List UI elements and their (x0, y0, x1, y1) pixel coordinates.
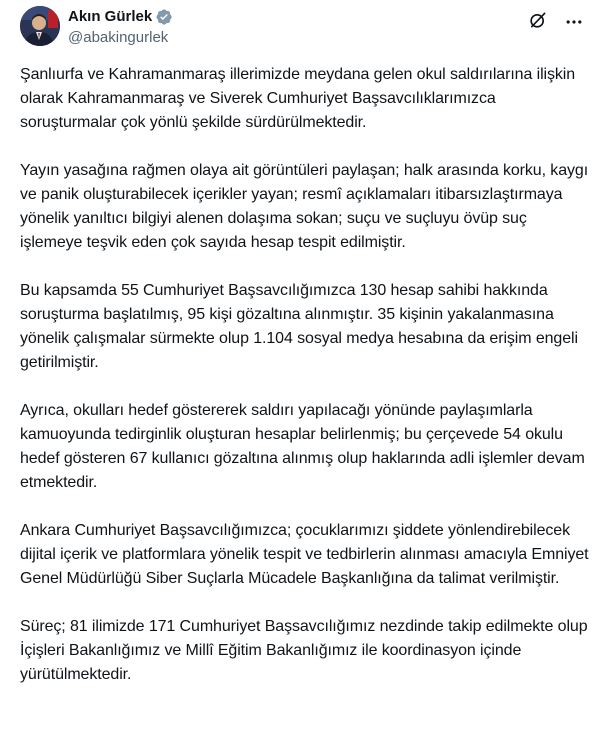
tweet-paragraph-4: Ayrıca, okulları hedef göstererek saldırı yapılacağı yönünde paylaşımlarla kamuoyunda tedirginlik oluşturan hesaplar belirlenmiş; bu çerçevede 54 okulu hedef gösteren 67 kullanıcı gözaltına alınmış olup haklarında adli işlemler devam etmektedir. (20, 402, 585, 491)
tweet-paragraph-1: Şanlıurfa ve Kahramanmaraş illerimizde meydana gelen okul saldırılarına ilişkin olarak Kahramanmaraş ve Siverek Cumhuriyet Başsavcılıklarımızca soruşturmalar çok yönlü şekilde sürdürülmektedir. (20, 66, 576, 131)
display-name-row (68, 7, 173, 27)
verified-badge-icon (155, 8, 173, 26)
display-name[interactable]: Akın Gürlek (68, 8, 153, 25)
avatar[interactable] (20, 6, 60, 46)
more-options-icon[interactable] (564, 12, 584, 32)
tweet-paragraph-3: Bu kapsamda 55 Cumhuriyet Başsavcılığımızca 130 hesap sahibi hakkında soruşturma başlatılmış, 95 kişi gözaltına alınmıştır. 35 kişinin yakalanmasına yönelik çalışmalar sürmekte olup 1.104 sosyal medya hesabına da erişim engeli getirilmiştir. (20, 282, 578, 371)
grok-icon[interactable] (528, 10, 548, 30)
avatar-photo-icon (20, 6, 60, 46)
tweet-paragraph-2: Yayın yasağına rağmen olaya ait görüntüleri paylaşan; halk arasında korku, kaygı ve panik oluşturabilecek içerikler yayan; resmî açıklamaları itibarsızlaştırmaya yönelik yanıltıcı bilgiyi alenen dolaşıma sokan; suçu ve suçluyu övüp suç işlemeye teşvik eden çok sayıda hesap tespit edilmiştir. (20, 162, 589, 251)
tweet-paragraph-5: Ankara Cumhuriyet Başsavcılığımızca; çocuklarımızı şiddete yönlendirebilecek dijital içerik ve platformlara yönelik tespit ve tedbirlerin alınması amacıyla Emniyet Genel Müdürlüğü Siber Suçlarla Mücadele Başkanlığına da talimat verilmiştir. (20, 522, 589, 587)
author-names (68, 7, 173, 48)
tweet-paragraph-6: Süreç; 81 ilimizde 171 Cumhuriyet Başsavcılığımız nezdinde takip edilmekte olup İçişleri Bakanlığımız ve Millî Eğitim Bakanlığımız ile koordinasyon içinde yürütülmektedir. (20, 618, 588, 683)
author-handle[interactable]: @abakingurlek (68, 29, 169, 46)
tweet-text (20, 63, 592, 711)
tweet-header (20, 6, 586, 54)
